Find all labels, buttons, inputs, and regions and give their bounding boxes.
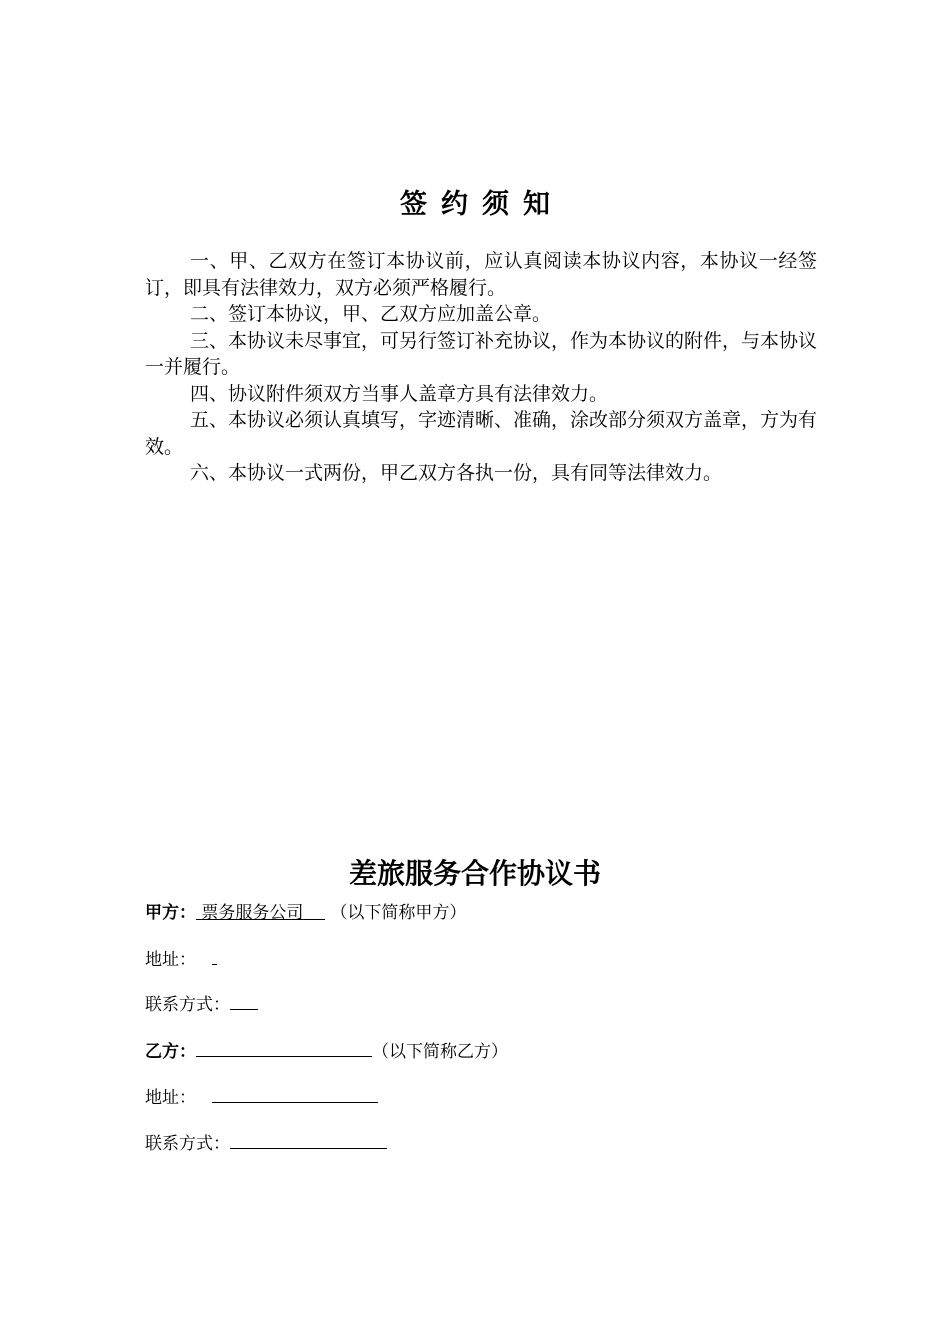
party-b-label: 乙方： xyxy=(145,1042,196,1062)
party-b-contact-label: 联系方式： xyxy=(145,1134,230,1154)
notice-body xyxy=(145,248,817,487)
party-a-name: 票务服务公司 xyxy=(201,903,304,923)
party-b-name-blank xyxy=(196,1040,372,1057)
party-b-contact-row xyxy=(145,1129,387,1154)
notice-item-3: 三、本协议未尽事宜，可另行签订补充协议，作为本协议的附件，与本协议一并履行。 xyxy=(145,329,818,378)
party-a-contact-label: 联系方式： xyxy=(145,995,230,1015)
party-b-address-row xyxy=(145,1083,378,1108)
notice-item-5: 五、本协议必须认真填写，字迹清晰、准确，涂改部分须双方盖章，方为有效。 xyxy=(145,409,818,458)
notice-title: 签约须知 xyxy=(400,189,564,220)
notice-item-1: 一、甲、乙双方在签订本协议前，应认真阅读本协议内容，本协议一经签订，即具有法律效力，双方必须严格履行。 xyxy=(145,250,817,299)
notice-item-2: 二、签订本协议，甲、乙双方应加盖公章。 xyxy=(190,303,552,325)
party-b-address-label: 地址： xyxy=(145,1088,196,1108)
party-a-address-label: 地址： xyxy=(145,950,196,970)
party-a-label: 甲方： xyxy=(145,903,196,923)
party-b-contact-blank xyxy=(230,1132,387,1149)
party-a-address-blank xyxy=(212,948,217,965)
party-b-row xyxy=(145,1037,508,1062)
party-b-suffix: （以下简称乙方） xyxy=(372,1042,508,1062)
party-a-suffix: （以下简称甲方） xyxy=(330,903,467,923)
agreement-title: 差旅服务合作协议书 xyxy=(348,857,601,890)
party-a-contact-blank xyxy=(230,993,258,1010)
party-a-contact-row xyxy=(145,990,258,1015)
party-a-address-row xyxy=(145,945,217,970)
notice-item-4: 四、协议附件须双方当事人盖章方具有法律效力。 xyxy=(190,382,609,405)
notice-item-6: 六、本协议一式两份，甲乙双方各执一份，具有同等法律效力。 xyxy=(190,462,723,484)
party-a-row xyxy=(145,898,466,923)
party-b-address-blank xyxy=(212,1086,378,1103)
